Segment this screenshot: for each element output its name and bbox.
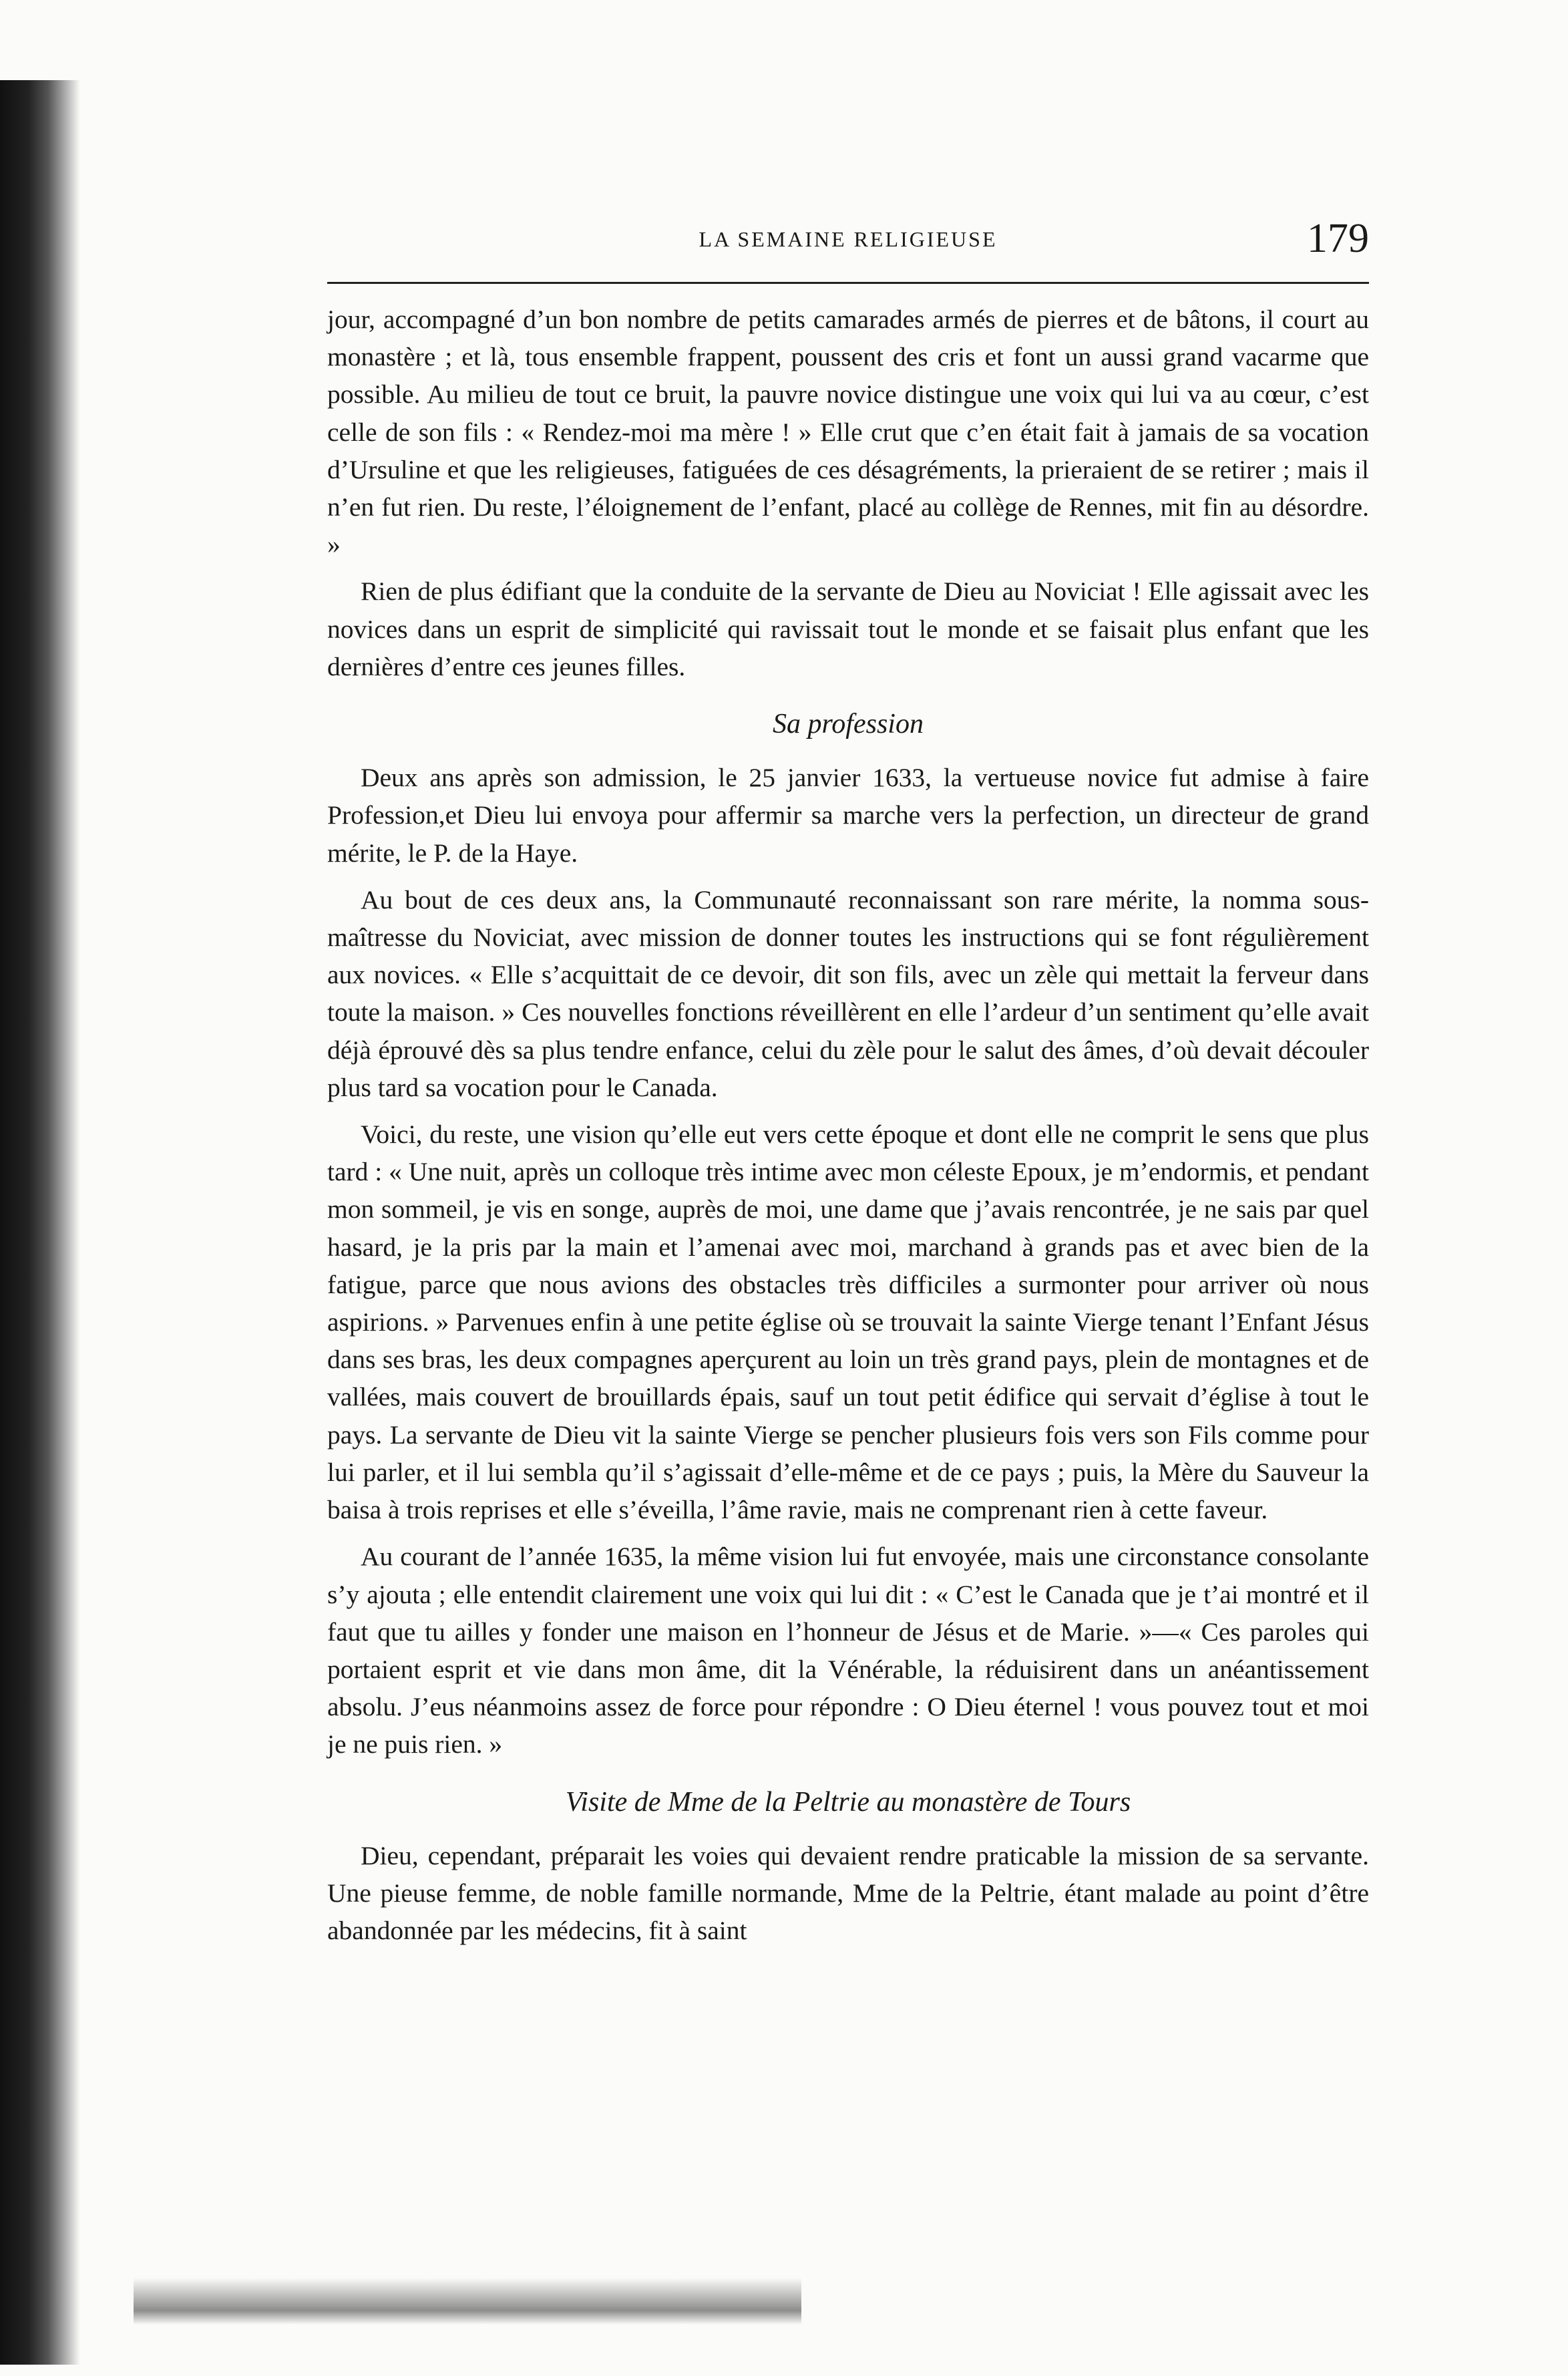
running-title: LA SEMAINE RELIGIEUSE [699,227,998,251]
page [327,216,1369,1959]
scan-shadow-bottom [134,2278,801,2325]
section-heading: Visite de Mme de la Peltrie au monastère de Tours [565,1786,1131,1818]
paragraph: Au courant de l’année 1635, la même vision lui fut envoyée, mais une circonstance consolante s’y ajouta ; elle entendit clairement une voix qui lui dit : « C’est le Canada que je t’ai montré et il faut que tu ailles y fonder une maison en l’honneur de Jésus et de Marie. »—« Ces paroles qui portaient esprit et vie dans mon âme, dit la Vénérable, la réduisirent dans un anéantissement absolu. J’eus néanmoins assez de force pour répondre : O Dieu éternel ! vous pouvez tout et moi je ne puis rien. » [327,1542,1369,1759]
section-heading: Sa profession [773,709,924,740]
body-text [327,301,1369,1949]
paragraph: Deux ans après son admission, le 25 janvier 1633, la vertueuse novice fut admise à faire Profession,et Dieu lui envoya pour affermir sa marche vers la perfection, un directeur de grand mérite, le P. de la Haye. [327,763,1369,868]
page-number: 179 [1307,216,1369,261]
paragraph: jour, accompagné d’un bon nombre de petits camarades armés de pierres et de bâtons, il court au monastère ; et là, tous ensemble frappent, poussent des cris et font un aussi grand vacarme que possible. Au milieu de tout ce bruit, la pauvre novice distingue une voix qui lui va au cœur, c’est celle de son fils : « Rendez-moi ma mère ! » Elle crut que c’en était fait à jamais de sa vocation d’Ursuline et que les religieuses, fatiguées de ces désagréments, la prieraient de se retirer ; mais il n’en fut rien. Du reste, l’éloignement de l’enfant, placé au collège de Rennes, mit fin au désordre. » [327,305,1369,560]
paragraph: Rien de plus édifiant que la conduite de la servante de Dieu au Noviciat ! Elle agissait avec les novices dans un esprit de simplicité qui ravissait tout le monde et se faisait plus enfant que les dernières d’entre ces jeunes filles. [327,576,1369,681]
paragraph: Dieu, cependant, préparait les voies qui devaient rendre praticable la mission de sa servante. Une pieuse femme, de noble famille normande, Mme de la Peltrie, étant malade au point d’être abandonnée par les médecins, fit à saint [327,1840,1369,1946]
paragraph: Au bout de ces deux ans, la Communauté reconnaissant son rare mérite, la nomma sous-maîtresse du Noviciat, avec mission de donner toutes les instructions qui se font régulièrement aux novices. « Elle s’acquittait de ce devoir, dit son fils, avec un zèle qui mettait la ferveur dans toute la maison. » Ces nouvelles fonctions réveillèrent en elle l’ardeur d’un sentiment qu’elle avait déjà éprouvé dès sa plus tendre enfance, celui du zèle pour le salut des âmes, d’où devait découler plus tard sa vocation pour le Canada. [327,884,1369,1102]
running-head [327,216,1369,281]
scan-shadow-left [0,80,80,2365]
header-rule [327,282,1369,284]
paragraph: Voici, du reste, une vision qu’elle eut vers cette époque et dont elle ne comprit le sens que plus tard : « Une nuit, après un colloque très intime avec mon céleste Epoux, je m’endormis, et pendant mon sommeil, je vis en songe, auprès de moi, une dame que j’avais rencontrée, je ne sais par quel hasard, je la pris par la main et l’amenai avec moi, marchand à grands pas et avec bien de la fatigue, parce que nous avions des obstacles très difficiles a surmonter pour arriver où nous aspirions. » Parvenues enfin à une petite église où se trouvait la sainte Vierge tenant l’Enfant Jésus dans ses bras, les deux compagnes aperçurent au loin un très grand pays, plein de montagnes et de vallées, mais couvert de brouillards épais, sauf un tout petit édifice qui servait d’église à tout le pays. La servante de Dieu vit la sainte Vierge se pencher plusieurs fois vers son Fils comme pour lui parler, et il lui sembla qu’il s’agissait d’elle-même et de ce pays ; puis, la Mère du Sauveur la baisa à trois reprises et elle s’éveilla, l’âme ravie, mais ne comprenant rien à cette faveur. [327,1120,1369,1525]
